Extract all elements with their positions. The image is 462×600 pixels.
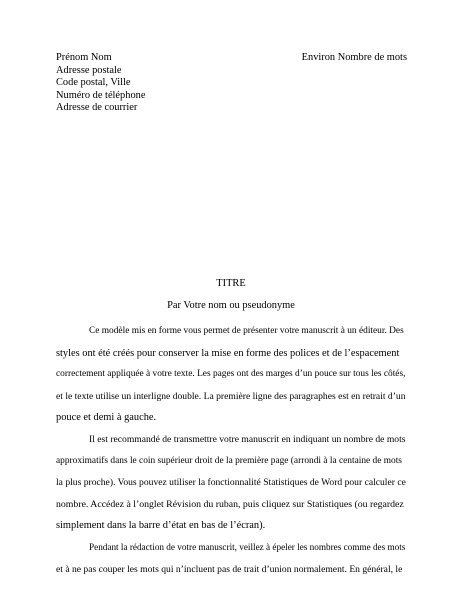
postal-address: Adresse postale (56, 64, 122, 76)
paragraph-line: correctement appliquée à votre texte. Les pages ont des marges d’un pouce sur tous les côtés, (56, 369, 406, 380)
paragraph-line: styles ont été créés pour conserver la mise en forme des polices et de l’espacement (56, 347, 400, 359)
paragraph-line: Pendant la rédaction de votre manuscrit, veillez à épeler les nombres comme des mots (89, 541, 406, 552)
phone-number: Numéro de téléphone (56, 89, 146, 101)
author-contact-block (56, 52, 145, 115)
paragraph-line: la plus proche). Vous pouvez utiliser la fonctionnalité Statistiques de Word pour calculer ce (56, 477, 406, 489)
paragraph-line: Ce modèle mis en forme vous permet de présenter votre manuscrit à un éditeur. Des (89, 326, 404, 336)
byline: Par Votre nom ou pseudonyme (167, 300, 295, 311)
manuscript-title: TITRE (216, 278, 246, 289)
email-address: Adresse de courrier (56, 102, 138, 114)
manuscript-body (56, 321, 409, 580)
postal-code-city: Code postal, Ville (56, 77, 131, 89)
paragraph-line: et le texte utilise un interligne double. La première ligne des paragraphes est en retrait d’un (56, 390, 406, 402)
paragraph-line: Il est recommandé de transmettre votre manuscrit en indiquant un nombre de mots (89, 433, 406, 445)
author-name: Prénom Nom (56, 52, 112, 63)
paragraph-line: approximatifs dans le coin supérieur droit de la première page (arrondi à la centaine de mots (56, 455, 402, 466)
paragraph-line: nombre. Accédez à l’onglet Révision du ruban, puis cliquez sur Statistiques (ou regardez (56, 498, 404, 510)
word-count: Environ Nombre de mots (301, 52, 407, 63)
paragraph-line: simplement dans la barre d’état en bas de l’écran). (56, 520, 266, 532)
paragraph-line: pouce et demi à gauche. (56, 412, 157, 424)
paragraph-line: et à ne pas couper les mots qui n’incluent pas de trait d’union normalement. En général, le (56, 563, 403, 575)
